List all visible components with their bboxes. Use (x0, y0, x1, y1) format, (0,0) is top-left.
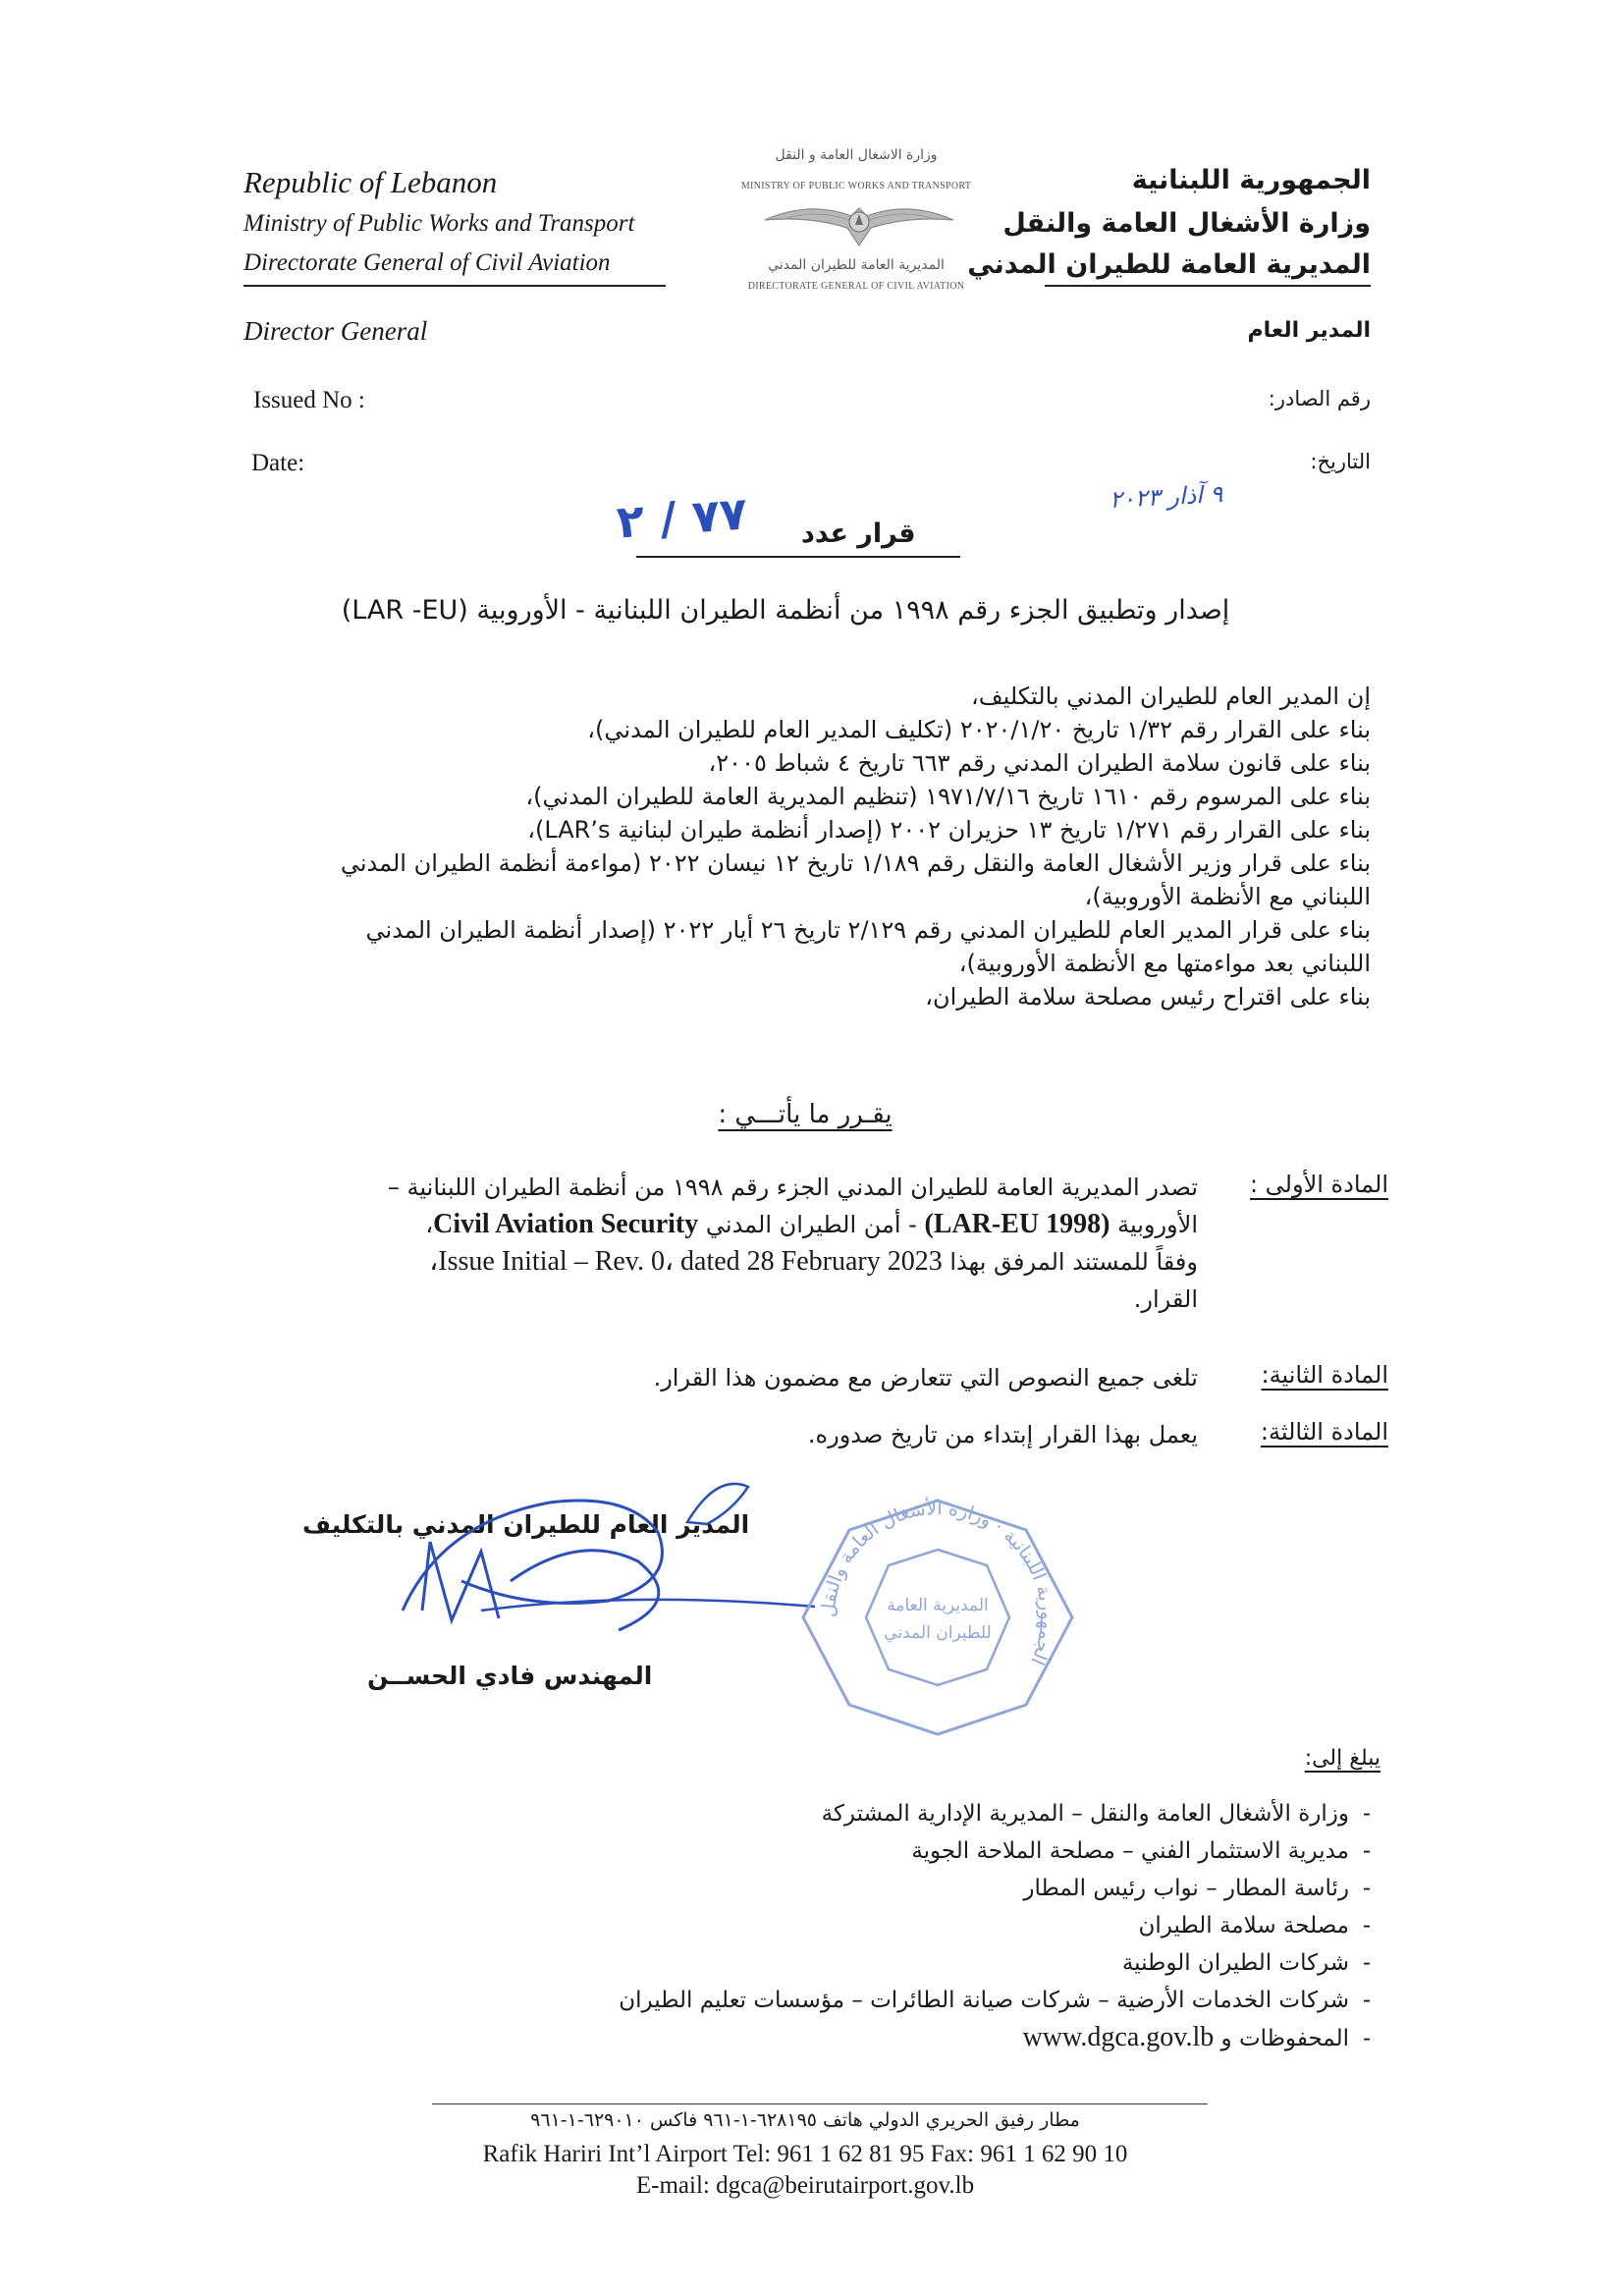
decision-underline (636, 556, 960, 558)
list-item: -رئاسة المطار – نواب رئيس المطار (1023, 1876, 1372, 1901)
article-3-label: المادة الثالثة: (1260, 1418, 1388, 1446)
letterhead-ar-directorate: المديرية العامة للطيران المدني (967, 249, 1371, 280)
article-1-label: المادة الأولى : (1249, 1171, 1388, 1198)
letterhead-en-rule (244, 285, 666, 287)
logo-ar-bottom: المديرية العامة للطيران المدني (768, 257, 945, 273)
decision-number-handwritten: ٧٧ / ٢ (615, 486, 749, 549)
footer-en-address: Rafik Hariri Int’l Airport Tel: 961 1 62 81 95 Fax: 961 1 62 90 10 (482, 2141, 1128, 2167)
logo-en-top: MINISTRY OF PUBLIC WORKS AND TRANSPORT (740, 181, 972, 191)
list-item: -شركات الخدمات الأرضية – شركات صيانة الطائرات – مؤسسات تعليم الطيران (619, 1988, 1372, 2013)
signatory-name: المهندس فادي الحســن (367, 1662, 653, 1690)
office-en: Director General (244, 316, 428, 346)
decision-label: قرار عدد (801, 519, 916, 549)
article-1-line: تصدر المديرية العامة للطيران المدني الجزء رقم ١٩٩٨ من أنظمة الطيران اللبنانية – (387, 1174, 1198, 1201)
stamp-inner-line1: المديرية العامة (887, 1596, 989, 1615)
letterhead-ar-country: الجمهورية اللبنانية (1131, 165, 1371, 195)
issued-no-label-ar: رقم الصادر: (1268, 387, 1371, 410)
distribution-heading: يبلغ إلى: (1304, 1746, 1380, 1771)
footer-rule (432, 2103, 1208, 2104)
letterhead-en-ministry: Ministry of Public Works and Transport (244, 210, 635, 237)
preamble-line: بناء على المرسوم رقم ١٦١٠ تاريخ ١٩٧١/٧/١٦ (تنظيم المديرية العامة للطيران المدني)، (525, 783, 1371, 810)
distribution-list (619, 1795, 1384, 2057)
decides-heading: يقـرر ما يأتـــي : (718, 1100, 893, 1129)
signatory-title: المدير العام للطيران المدني بالتكليف (302, 1510, 750, 1539)
list-item: -شركات الطيران الوطنية (1121, 1950, 1372, 1976)
logo-ar-top: وزارة الاشغال العامة و النقل (775, 147, 938, 163)
list-item: -مديرية الاستثمار الفني – مصلحة الملاحة الجوية (911, 1838, 1372, 1864)
list-item: -المحفوظات و www.dgca.gov.lb (1022, 2022, 1372, 2052)
issued-no-label-en: Issued No : (253, 387, 365, 413)
list-item: -مصلحة سلامة الطيران (1138, 1913, 1372, 1939)
footer-ar: مطار رفيق الحريري الدولي هاتف ٦٢٨١٩٥-١-٩٦١ فاكس ٦٢٩٠١٠-١-٩٦١ (530, 2109, 1080, 2131)
letterhead-ar-rule (1045, 285, 1371, 287)
preamble-line: بناء على قرار المدير العام للطيران المدني رقم ٢/١٢٩ تاريخ ٢٦ أيار ٢٠٢٢ (إصدار أنظمة الطيران المدني (365, 916, 1371, 944)
preamble-line: بناء على القرار رقم ١/٣٢ تاريخ ٢٠٢٠/١/٢٠ (تكليف المدير العام للطيران المدني)، (587, 716, 1371, 743)
preamble-line: بناء على القرار رقم ١/٢٧١ تاريخ ١٣ حزيران ٢٠٠٢ (إصدار أنظمة طيران لبنانية LAR’s)، (527, 816, 1371, 844)
article-2-text: تلغى جميع النصوص التي تتعارض مع مضمون هذا القرار. (653, 1364, 1198, 1392)
letterhead-ar-ministry: وزارة الأشغال العامة والنقل (1002, 208, 1371, 239)
article-2-label: المادة الثانية: (1261, 1361, 1388, 1389)
stamp-inner-line2: للطيران المدني (884, 1623, 992, 1643)
preamble (232, 680, 1371, 1013)
preamble-line: بناء على قانون سلامة الطيران المدني رقم ٦٦٣ تاريخ ٤ شباط ٢٠٠٥، (708, 749, 1371, 777)
article-1-line: وفقاً للمستند المرفق بهذا Issue Initial – Rev. 0، dated 28 February 2023، (429, 1246, 1198, 1277)
footer-en-email: E-mail: dgca@beirutairport.gov.lb (635, 2172, 975, 2199)
preamble-line: بناء على قرار وزير الأشغال العامة والنقل رقم ١/١٨٩ تاريخ ١٢ نيسان ٢٠٢٢ (مواءمة أنظمة الطيران المدني (340, 849, 1371, 877)
letterhead-en-country: Republic of Lebanon (244, 165, 498, 199)
official-stamp (795, 1495, 1080, 1740)
decision-subject: إصدار وتطبيق الجزء رقم ١٩٩٨ من أنظمة الطيران اللبنانية - الأوروبية (LAR -EU) (341, 595, 1230, 626)
preamble-line: إن المدير العام للطيران المدني بالتكليف، (971, 683, 1371, 710)
ministry-emblem-icon (761, 194, 957, 253)
article-1-text (226, 1169, 1198, 1318)
article-1-line: الأوروبية (LAR-EU 1998) - أمن الطيران المدني Civil Aviation Security، (425, 1209, 1198, 1239)
website-link[interactable]: www.dgca.gov.lb (1022, 2022, 1215, 2052)
letterhead-en-directorate: Directorate General of Civil Aviation (244, 249, 611, 276)
preamble-line: اللبناني مع الأنظمة الأوروبية)، (1084, 883, 1371, 910)
date-label-en: Date: (251, 450, 305, 476)
article-3-text: يعمل بهذا القرار إبتداء من تاريخ صدوره. (807, 1421, 1198, 1448)
logo-en-bottom: DIRECTORATE GENERAL OF CIVIL AVIATION (747, 281, 965, 292)
preamble-line: اللبناني بعد مواءمتها مع الأنظمة الأوروبية)، (958, 950, 1371, 977)
office-ar: المدير العام (1247, 318, 1371, 343)
stamp-outer-text: الجمهورية اللبنانية · وزارة الأشغال العامة والنقل (817, 1497, 1058, 1668)
handwritten-signature (383, 1463, 835, 1689)
preamble-line: بناء على اقتراح رئيس مصلحة سلامة الطيران، (925, 983, 1371, 1010)
article-1-line: القرار. (1133, 1285, 1198, 1313)
list-item: -وزارة الأشغال العامة والنقل – المديرية الإدارية المشتركة (821, 1801, 1372, 1827)
date-label-ar: التاريخ: (1310, 450, 1371, 473)
date-handwritten: ٩ آذار ٢٠٢٣ (1109, 480, 1223, 514)
